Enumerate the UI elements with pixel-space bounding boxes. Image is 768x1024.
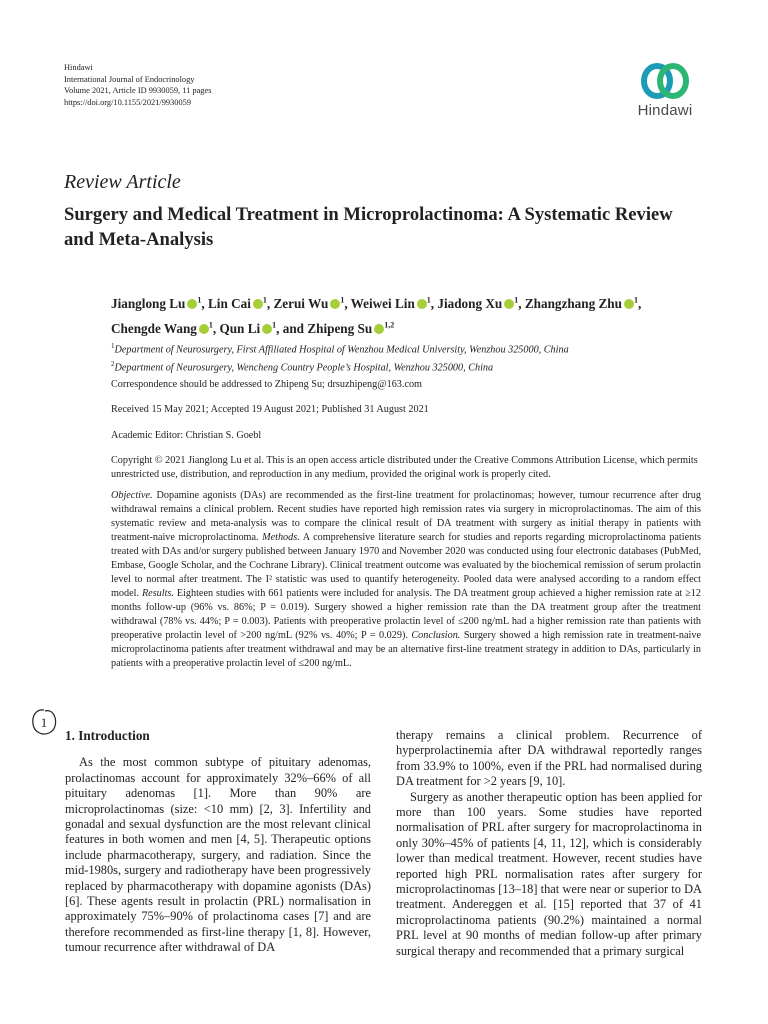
author-entry xyxy=(111,321,219,336)
author-name[interactable]: Jiadong Xu xyxy=(437,296,503,312)
section-heading-introduction: 1. Introduction xyxy=(65,728,150,743)
abstract-results: Eighteen studies with 661 patients were included for analysis. The DA treatment group achieved a higher remission rate at ≥12 months follow-up (96% vs. 86%; P = 0.019). Surgery showed a higher remission rate than the DA treatment group after the treatment withdrawal (78% vs. 44%; P = 0.003). Patients with preoperative prolactin level of ≤200 ng/mL had a higher remission rate than patients with preoperative prolactin level of >200 ng/mL (92% vs. 40%; P = 0.029). xyxy=(111,588,701,641)
orcid-icon[interactable] xyxy=(187,299,197,309)
author-affiliation-number: 1 xyxy=(197,296,202,305)
author-separator: , xyxy=(637,296,642,312)
author-affiliation-number: 1 xyxy=(340,296,345,305)
author-name[interactable]: Jianglong Lu xyxy=(111,296,186,312)
orcid-icon[interactable] xyxy=(262,324,272,334)
orcid-icon[interactable] xyxy=(199,324,209,334)
author-affiliation-number: 1 xyxy=(262,296,267,305)
abstract-methods: A comprehensive literature search for studies and reports regarding microprolactinoma patients treated with DAs and/or surgery published between January 1970 and November 2020 was conducted using four electronic databases (PubMed, Embase, Google Scholar, and the Cochrane Library). Clinical treatment outcome was evaluated by the biochemical remission of serum prolactin level to normal after treatment. The I² statistic was used to quantify heterogeneity. Pooled data were analysed according to a random effect model. xyxy=(111,532,701,599)
author-name[interactable]: Lin Cai xyxy=(208,296,251,312)
intro-paragraph-3: Surgery as another therapeutic option has been applied for more than 100 years. Some studies have reported normalisation of PRL after surgery for macroprolactinoma in only 30%–45% of patients [4, 11, 12], which is considerably lower than medical treatment. However, recent studies have reported high PRL normalisation rates after surgery for microprolactinomas [13–18] that were near or superior to DA treatment. Andereggen et al. [15] reported that 37 of 41 microprolactinoma patients (90.2%) maintained a normal PRL level at 90 months of median follow-up after primary surgical therapy and recommended that a primary surgical xyxy=(396,789,702,958)
author-list xyxy=(111,290,671,339)
author-affiliation-number: 1 xyxy=(426,296,431,305)
author-entry xyxy=(351,296,438,311)
intro-paragraph-1: As the most common subtype of pituitary adenomas, prolactinomas account for approximately 32%–66% of all pituitary adenomas [1]. More than 90% are microprolactinomas (size: <10 mm) [2, 3]. Infertility and gonadal and sexual dysfunction are the most relevant clinical features in both women and men [4, 5]. Therapeutic options include pharmacotherapy, surgery, and radiation. Since the mid-1980s, surgery and radiotherapy have been progressively replaced by pharmacotherapy with dopamine agonists (DAs) [6]. These agents result in prolactin (PRL) normalisation in approximately 75%–90% of prolactinoma cases [7] and are therefore recommended as first-line therapy [1, 8]. However, tumour recurrence after withdrawal of DA xyxy=(65,755,371,955)
doi-link[interactable]: https://doi.org/10.1155/2021/9930059 xyxy=(64,97,192,107)
volume-info: Volume 2021, Article ID 9930059, 11 pages xyxy=(64,86,212,96)
logo-text: Hindawi xyxy=(637,102,693,119)
author-separator: , xyxy=(430,296,438,312)
correspondence: Correspondence should be addressed to Zhipeng Su; drsuzhipeng@163.com xyxy=(111,379,422,390)
orcid-icon[interactable] xyxy=(624,299,634,309)
handwritten-annotation-mark xyxy=(30,707,58,737)
author-separator: , and xyxy=(276,320,308,336)
author-name[interactable]: Weiwei Lin xyxy=(350,296,415,312)
annotation-number: 1 xyxy=(40,715,48,730)
author-separator: , xyxy=(266,296,274,312)
author-entry xyxy=(111,296,208,311)
body-column-left xyxy=(65,728,371,956)
academic-editor: Academic Editor: Christian S. Goebl xyxy=(111,430,262,441)
author-affiliation-number: 1 xyxy=(633,296,638,305)
publisher-name: Hindawi xyxy=(64,63,93,72)
article-type: Review Article xyxy=(64,171,181,193)
hindawi-logo-icon xyxy=(640,60,690,102)
hindawi-logo xyxy=(630,60,700,119)
author-separator: , xyxy=(344,296,351,312)
author-entry xyxy=(525,296,641,311)
abstract xyxy=(111,489,701,671)
author-separator: , xyxy=(212,320,220,336)
abstract-conclusion-label: Conclusion. xyxy=(411,630,461,641)
author-affiliation-number: 1 xyxy=(208,320,213,330)
journal-header xyxy=(64,62,211,108)
orcid-icon[interactable] xyxy=(417,299,427,309)
author-affiliation-number: 1 xyxy=(514,296,519,305)
abstract-conclusion: Surgery showed a high remission rate in treatment-naive microprolactinoma patients after treatment withdrawal and may be an alternative first-line treatment strategy in addition to DAs, particularly in patients with a preoperative prolactin level of ≤200 ng/mL. xyxy=(111,630,701,669)
abstract-results-label: Results. xyxy=(141,588,174,599)
author-name[interactable]: Zhangzhang Zhu xyxy=(524,296,622,312)
abstract-methods-label: Methods. xyxy=(262,532,300,543)
abstract-objective-label: Objective. xyxy=(111,490,153,501)
author-entry xyxy=(273,296,350,311)
author-name[interactable]: Qun Li xyxy=(219,320,261,336)
author-affiliation-number: 1 xyxy=(272,320,277,330)
affiliations xyxy=(111,339,701,376)
author-separator: , xyxy=(518,296,525,312)
copyright-notice: Copyright © 2021 Jianglong Lu et al. This is an open access article distributed under the Creative Commons Attribution License, which permits unrestricted use, distribution, and reproduction in any medium, provided the original work is properly cited. xyxy=(111,455,698,480)
author-separator: , xyxy=(201,296,208,312)
author-entry xyxy=(219,321,307,336)
affiliation-1: $^1$Department of Neurosurgery, First Affiliated Hospital of Wenzhou Medical University, Wenzhou 325000, China xyxy=(111,342,569,356)
abstract-objective: Dopamine agonists (DAs) are recommended as the first-line treatment for prolactinomas; however, tumour recurrence after drug withdrawal remains a clinical problem. Recent studies have reported high remission rates via surgery in microprolactinomas. The aim of this systematic review and meta-analysis was to compare the clinical result of DA treatment with surgery as initial therapy in patients with treatment-naive microprolactinoma. xyxy=(111,490,701,543)
intro-paragraph-2: therapy remains a clinical problem. Recurrence of hyperprolactinemia after DA withdrawal reportedly ranges from 33.9% to 100%, even if the PRL had normalised during DA treatment for >2 years [9, 10]. xyxy=(396,728,702,789)
orcid-icon[interactable] xyxy=(504,299,514,309)
journal-name: International Journal of Endocrinology xyxy=(64,74,195,84)
author-name[interactable]: Chengde Wang xyxy=(111,320,197,336)
author-entry xyxy=(437,296,524,311)
author-affiliation-number: 1,2 xyxy=(384,320,395,330)
author-name[interactable]: Zerui Wu xyxy=(273,296,329,312)
affiliation-2: $^2$Department of Neurosurgery, Wencheng Country People’s Hospital, Wenzhou 325000, China xyxy=(111,360,494,374)
orcid-icon[interactable] xyxy=(253,299,263,309)
orcid-icon[interactable] xyxy=(330,299,340,309)
paper-title: Surgery and Medical Treatment in Microprolactinoma: A Systematic Review and Meta-Analysis xyxy=(64,204,673,250)
author-entry xyxy=(208,296,273,311)
publication-dates: Received 15 May 2021; Accepted 19 August 2021; Published 31 August 2021 xyxy=(111,404,429,415)
body-column-right xyxy=(396,728,702,959)
author-entry xyxy=(307,321,394,336)
author-name[interactable]: Zhipeng Su xyxy=(307,320,373,336)
orcid-icon[interactable] xyxy=(374,324,384,334)
